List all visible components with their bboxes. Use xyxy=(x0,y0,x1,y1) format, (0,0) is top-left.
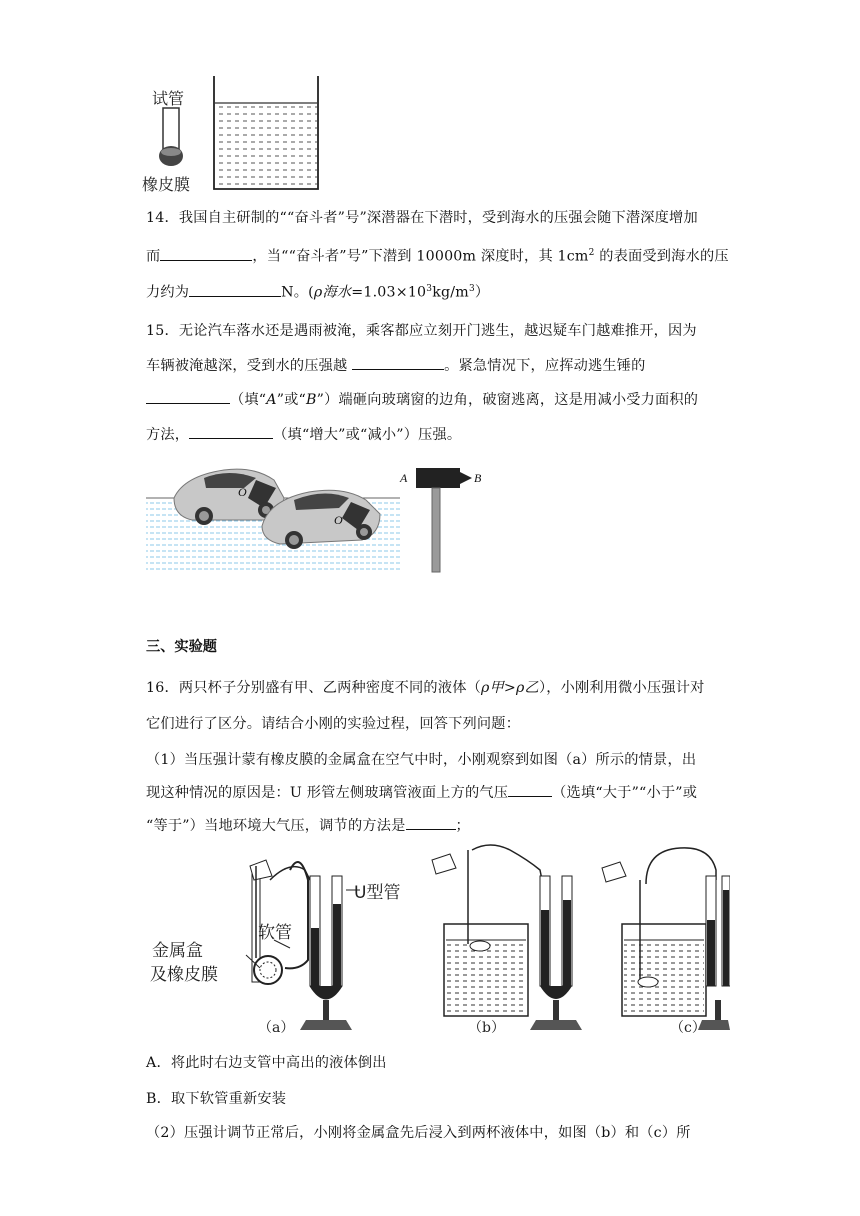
pressure-gauge-figure xyxy=(150,840,730,1040)
metal-box-label-1: 金属盒 xyxy=(152,941,203,961)
hammer-end-a-label: A xyxy=(400,471,408,485)
q16-line4: 现这种情况的原因是：U 形管左侧玻璃管液面上方的气压 （选填“大于”“小于”或 xyxy=(146,782,697,803)
q16-line3: （1）当压强计蒙有橡皮膜的金属盒在空气中时，小刚观察到如图（a）所示的情景，出 xyxy=(146,752,697,768)
caption-a: （a） xyxy=(258,1020,295,1036)
caption-b: （b） xyxy=(468,1020,505,1036)
q14-line1: 14．我国自主研制的““奋斗者”号”深潜器在下潜时，受到海水的压强会随下潜深度增加 xyxy=(146,210,698,226)
escape-hammer-figure xyxy=(396,460,496,578)
q14-blank-2[interactable] xyxy=(189,282,281,297)
q16-blank-2[interactable] xyxy=(406,815,456,830)
q15-blank-2[interactable] xyxy=(146,389,230,404)
q14-blank-1[interactable] xyxy=(160,246,252,261)
q15-line2: 车辆被淹越深，受到水的压强越 。紧急情况下，应挥动逃生锤的 xyxy=(146,355,646,376)
gauge-b xyxy=(432,845,582,1030)
q15-blank-1[interactable] xyxy=(352,355,444,370)
q14-line2: 而 ，当““奋斗者”号”下潜到 10000m 深度时，其 $1cm^2$ 的表面受到海水的压 xyxy=(146,243,729,267)
q16-option-b[interactable]: B．取下软管重新安装 xyxy=(146,1091,287,1107)
membrane-label: 橡皮膜 xyxy=(142,175,191,194)
q15-line4: 方法， （填“增大”或“减小”）压强。 xyxy=(146,424,461,445)
hose-label: 软管 xyxy=(258,923,292,943)
q14-line3: 力约为 N。(ρ海水$=1.03\times 10^3kg/m^3$） xyxy=(146,279,489,303)
q15-line1: 15．无论汽车落水还是遇雨被淹，乘客都应立刻开门逃生，越迟疑车门越难推开，因为 xyxy=(146,323,697,339)
hammer-end-b-label: B xyxy=(474,471,482,485)
gauge-c xyxy=(602,848,730,1030)
q16-line1: 16．两只杯子分别盛有甲、乙两种密度不同的液体（ρ甲>ρ乙），小刚利用微小压强计对 xyxy=(146,680,705,696)
q16-line5: “等于”）当地环境大气压，调节的方法是 ； xyxy=(146,815,470,836)
caption-c: （c） xyxy=(670,1020,706,1036)
metal-box-label-2: 及橡皮膜 xyxy=(150,965,218,985)
gauge-a xyxy=(240,860,360,1030)
q15-blank-3[interactable] xyxy=(189,424,273,439)
test-tube-icon xyxy=(154,106,188,168)
q16-line6: （2）压强计调节正常后，小刚将金属盒先后浸入到两杯液体中，如图（b）和（c）所 xyxy=(146,1125,691,1141)
q16-option-a[interactable]: A．将此时右边支管中高出的液体倒出 xyxy=(146,1055,387,1071)
q15-line3: （填“A”或“B”）端砸向玻璃窗的边角，破窗逃离，这是用减小受力面积的 xyxy=(146,389,698,410)
q16-blank-1[interactable] xyxy=(508,782,552,797)
u-tube-label: U型管 xyxy=(354,883,401,903)
q16-line2: 它们进行了区分。请结合小刚的实验过程，回答下列问题： xyxy=(146,716,521,732)
section-3-heading: 三、实验题 xyxy=(146,639,217,655)
point-o1-label: O xyxy=(238,485,247,499)
water-container xyxy=(210,76,322,191)
point-o2-label: O xyxy=(334,513,343,527)
test-tube-label: 试管 xyxy=(152,89,185,108)
cars-in-water-figure xyxy=(144,458,404,576)
